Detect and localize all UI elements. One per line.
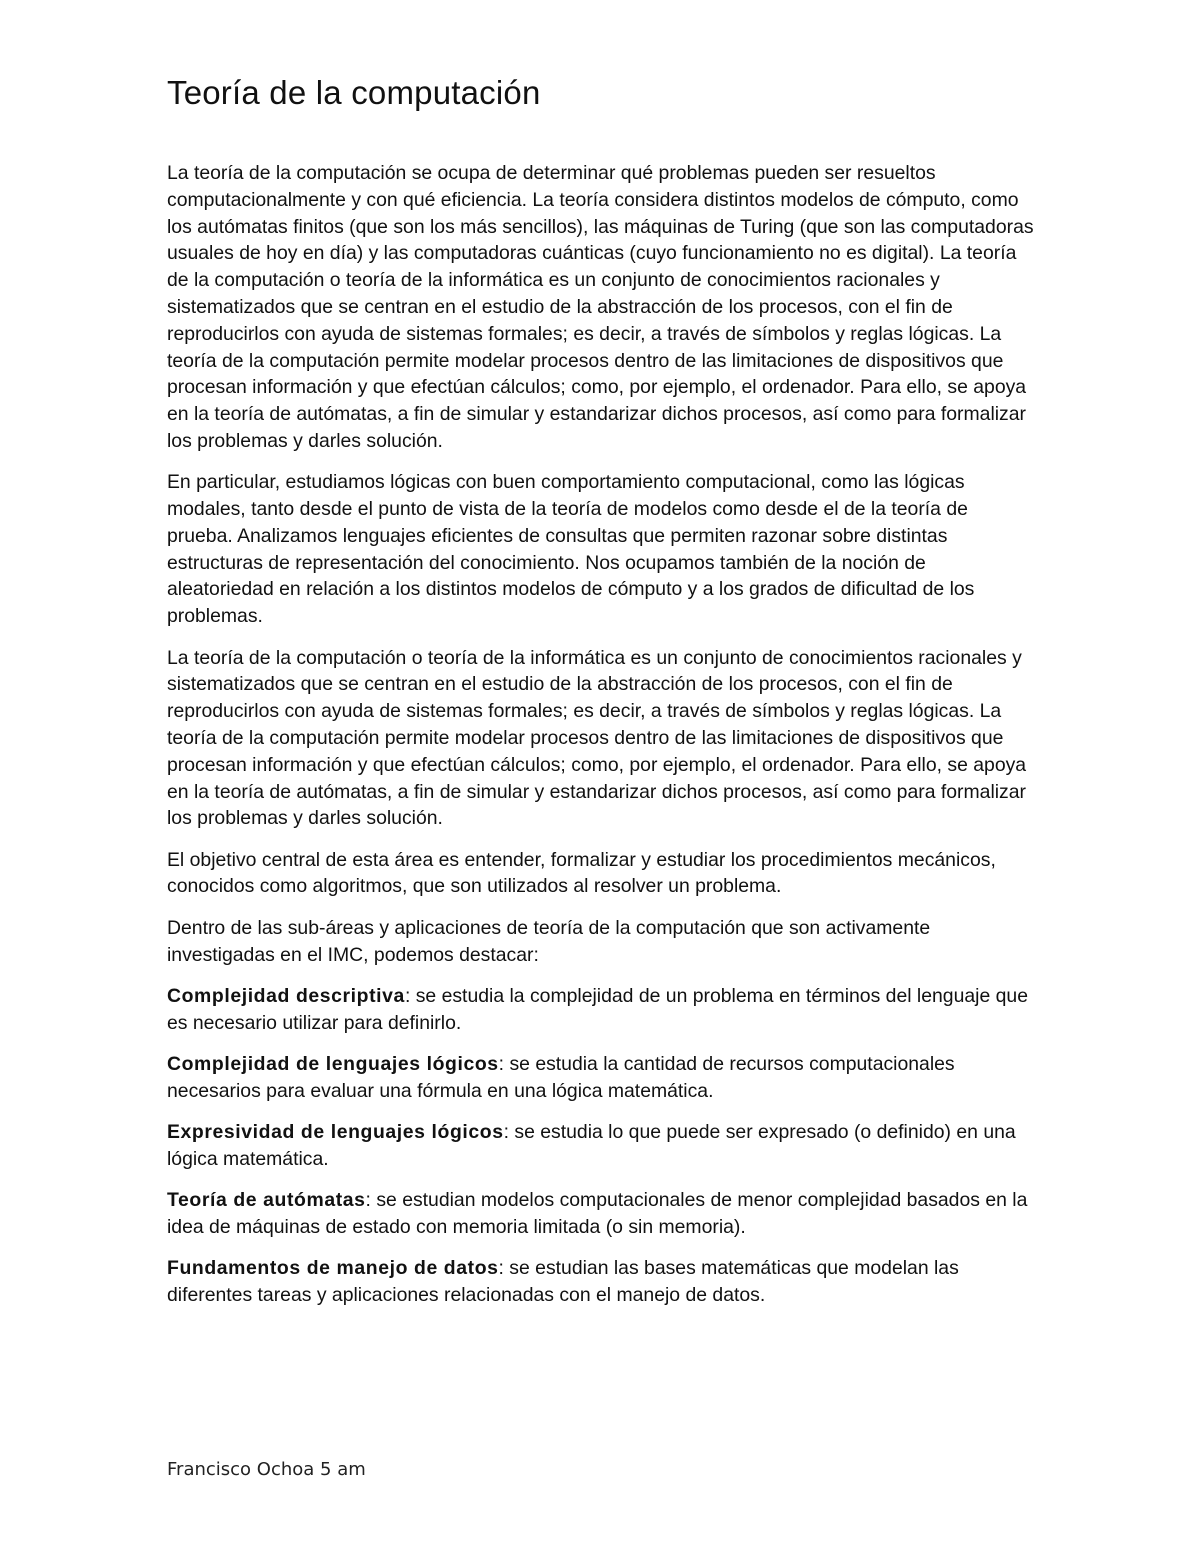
paragraph-objective: El objetivo central de esta área es entender, formalizar y estudiar los procedimientos mecánicos, conocidos como algoritmos, que son utilizados al resolver un problema. bbox=[167, 848, 996, 898]
definition-item bbox=[167, 1255, 1037, 1309]
document-title: Teoría de la computación bbox=[167, 74, 541, 111]
document-page bbox=[167, 70, 1037, 1323]
definition-item bbox=[167, 1187, 1037, 1241]
definition-term: Fundamentos de manejo de datos bbox=[167, 1257, 499, 1280]
definition-item bbox=[167, 983, 1037, 1037]
definition-text: : se estudia la complejidad de un problema en términos del lenguaje que es necesario utilizar para definirlo. bbox=[167, 984, 1028, 1034]
definition-item bbox=[167, 1051, 1037, 1105]
paragraph-intro: La teoría de la computación se ocupa de determinar qué problemas pueden ser resueltos computacionalmente y con qué eficiencia. La teoría considera distintos modelos de cómputo, como los autómatas finitos (que son los más sencillos), las máquinas de Turing (que son las computadoras usuales de hoy en día) y las computadoras cuánticas (cuyo funcionamiento no es digital). La teoría de la computación o teoría de la informática es un conjunto de conocimientos racionales y sistematizados que se centran en el estudio de la abstracción de los procesos, con el fin de reproducirlos con ayuda de sistemas formales; es decir, a través de símbolos y reglas lógicas. La teoría de la computación permite modelar procesos dentro de las limitaciones de dispositivos que procesan información y que efectúan cálculos; como, por ejemplo, el ordenador. Para ello, se apoya en la teoría de autómatas, a fin de simular y estandarizar dichos procesos, así como para formalizar los problemas y darles solución. bbox=[167, 162, 1034, 452]
page-footer: Francisco Ochoa 5 am bbox=[167, 1459, 366, 1480]
paragraph-definition: La teoría de la computación o teoría de la informática es un conjunto de conocimientos racionales y sistematizados que se centran en el estudio de la abstracción de los procesos, con el fin de reproducirlos con ayuda de sistemas formales; es decir, a través de símbolos y reglas lógicas. La teoría de la computación permite modelar procesos dentro de las limitaciones de dispositivos que procesan información y que efectúan cálculos; como, por ejemplo, el ordenador. Para ello, se apoya en la teoría de autómatas, a fin de simular y estandarizar dichos procesos, así como para formalizar los problemas y darles solución. bbox=[167, 646, 1027, 830]
paragraph-particular: En particular, estudiamos lógicas con buen comportamiento computacional, como las lógicas modales, tanto desde el punto de vista de la teoría de modelos como desde el de la teoría de prueba. Analizamos lenguajes eficientes de consultas que permiten razonar sobre distintas estructuras de representación del conocimiento. Nos ocupamos también de la noción de aleatoriedad en relación a los distintos modelos de cómputo y a los grados de dificultad de los problemas. bbox=[167, 471, 975, 628]
definition-text: : se estudian las bases matemáticas que modelan las diferentes tareas y aplicaciones relacionadas con el manejo de datos. bbox=[167, 1257, 959, 1306]
definition-term: Complejidad descriptiva bbox=[167, 984, 405, 1007]
definition-text: : se estudia lo que puede ser expresado (o definido) en una lógica matemática. bbox=[167, 1121, 1016, 1170]
definition-text: : se estudian modelos computacionales de menor complejidad basados en la idea de máquinas de estado con memoria limitada (o sin memoria). bbox=[167, 1189, 1028, 1238]
definition-term: Complejidad de lenguajes lógicos bbox=[167, 1052, 499, 1075]
definition-text: : se estudia la cantidad de recursos computacionales necesarios para evaluar una fórmula en una lógica matemática. bbox=[167, 1052, 955, 1102]
definition-term: Expresividad de lenguajes lógicos bbox=[167, 1121, 504, 1143]
definition-item bbox=[167, 1119, 1037, 1173]
definition-term: Teoría de autómatas bbox=[167, 1189, 366, 1212]
paragraph-subareas: Dentro de las sub-áreas y aplicaciones de teoría de la computación que son activamente investigadas en el IMC, podemos destacar: bbox=[167, 916, 931, 966]
